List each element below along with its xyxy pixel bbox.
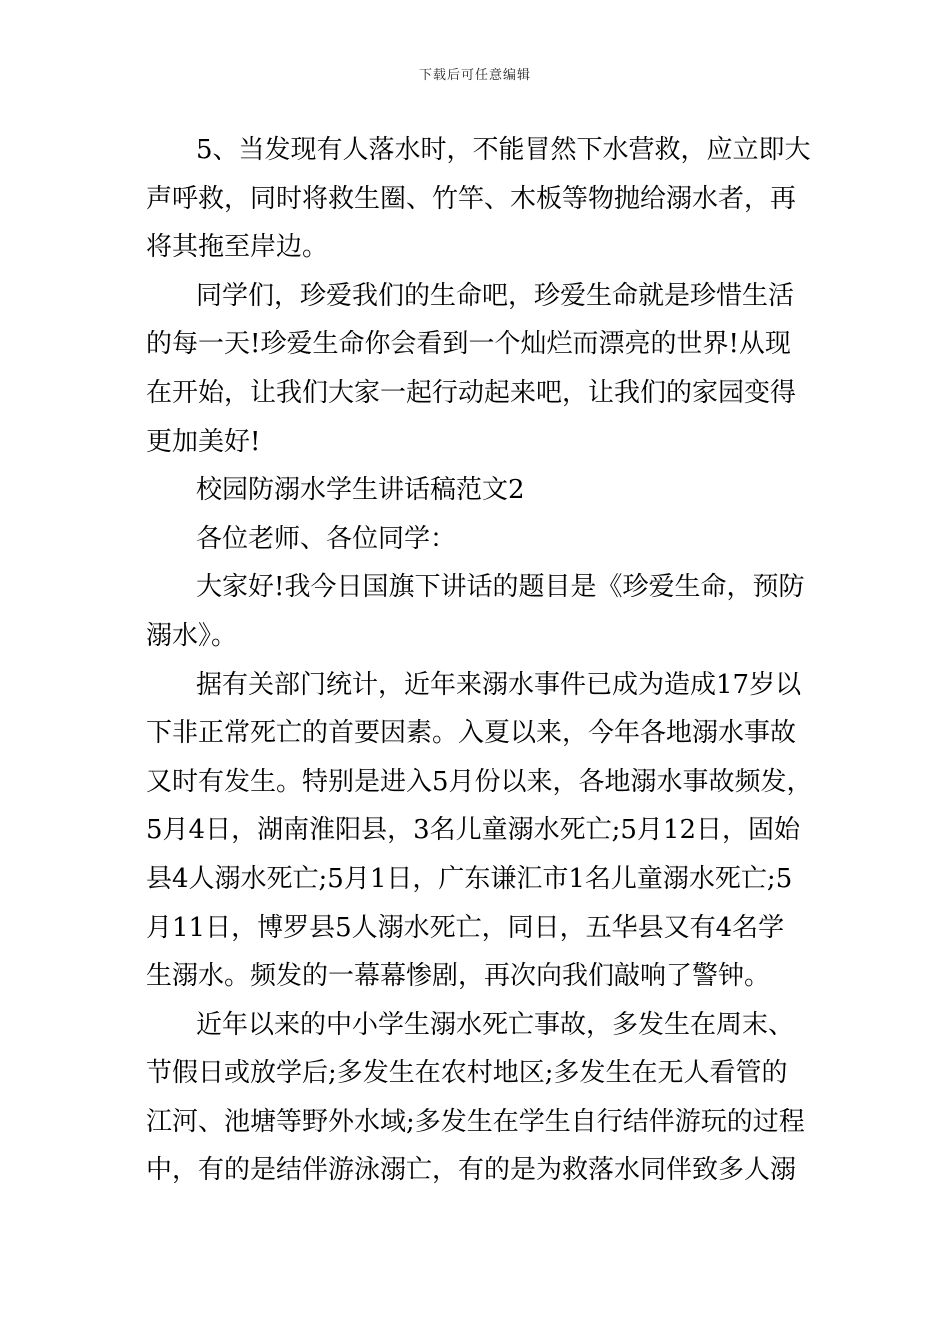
paragraph-line: 县4人溺水死亡;5月1日，广东谦汇市1名儿童溺水死亡;5 [146, 863, 793, 894]
paragraph-line: 月11日，博罗县5人溺水死亡，同日，五华县又有4名学 [146, 912, 785, 943]
paragraph-line: 据有关部门统计，近年来溺水事件已成为造成17岁以 [196, 669, 802, 700]
salutation: 各位老师、各位同学： [196, 523, 457, 554]
paragraph-line: 江河、池塘等野外水域;多发生在学生自行结伴游玩的过程 [146, 1106, 805, 1137]
paragraph-line: 同学们，珍爱我们的生命吧，珍爱生命就是珍惜生活 [196, 280, 795, 311]
paragraph-line: 近年以来的中小学生溺水死亡事故，多发生在周末、 [196, 1009, 795, 1040]
paragraph-line: 大家好!我今日国旗下讲话的题目是《珍爱生命，预防 [196, 572, 805, 603]
paragraph-line: 下非正常死亡的首要因素。入夏以来，今年各地溺水事故 [146, 718, 797, 749]
paragraph-line: 生溺水。频发的一幕幕惨剧，再次向我们敲响了警钟。 [146, 961, 771, 992]
paragraph-line: 溺水》。 [146, 620, 238, 651]
paragraph-line: 更加美好! [146, 426, 261, 457]
header-note: 下载后可任意编辑 [418, 68, 531, 83]
paragraph-line: 中，有的是结伴游泳溺亡，有的是为救落水同伴致多人溺 [146, 1155, 797, 1186]
paragraph-line: 又时有发生。特别是进入5月份以来，各地溺水事故频发， [146, 766, 813, 797]
paragraph-line: 在开始，让我们大家一起行动起来吧，让我们的家园变得 [146, 377, 797, 408]
paragraph-line: 将其拖至岸边。 [146, 232, 329, 263]
paragraph-line: 5、当发现有人落水时，不能冒然下水营救，应立即大 [196, 135, 811, 165]
paragraph-line: 5月4日，湖南淮阳县，3名儿童溺水死亡;5月12日，固始 [146, 815, 801, 846]
paragraph-line: 的每一天!珍爱生命你会看到一个灿烂而漂亮的世界!从现 [146, 329, 791, 360]
paragraph-line: 节假日或放学后;多发生在农村地区;多发生在无人看管的 [146, 1058, 788, 1089]
document-body [146, 126, 813, 1195]
paragraph-line: 声呼救，同时将救生圈、竹竿、木板等物抛给溺水者，再 [146, 183, 797, 214]
section-heading: 校园防溺水学生讲话稿范文2 [196, 475, 525, 506]
